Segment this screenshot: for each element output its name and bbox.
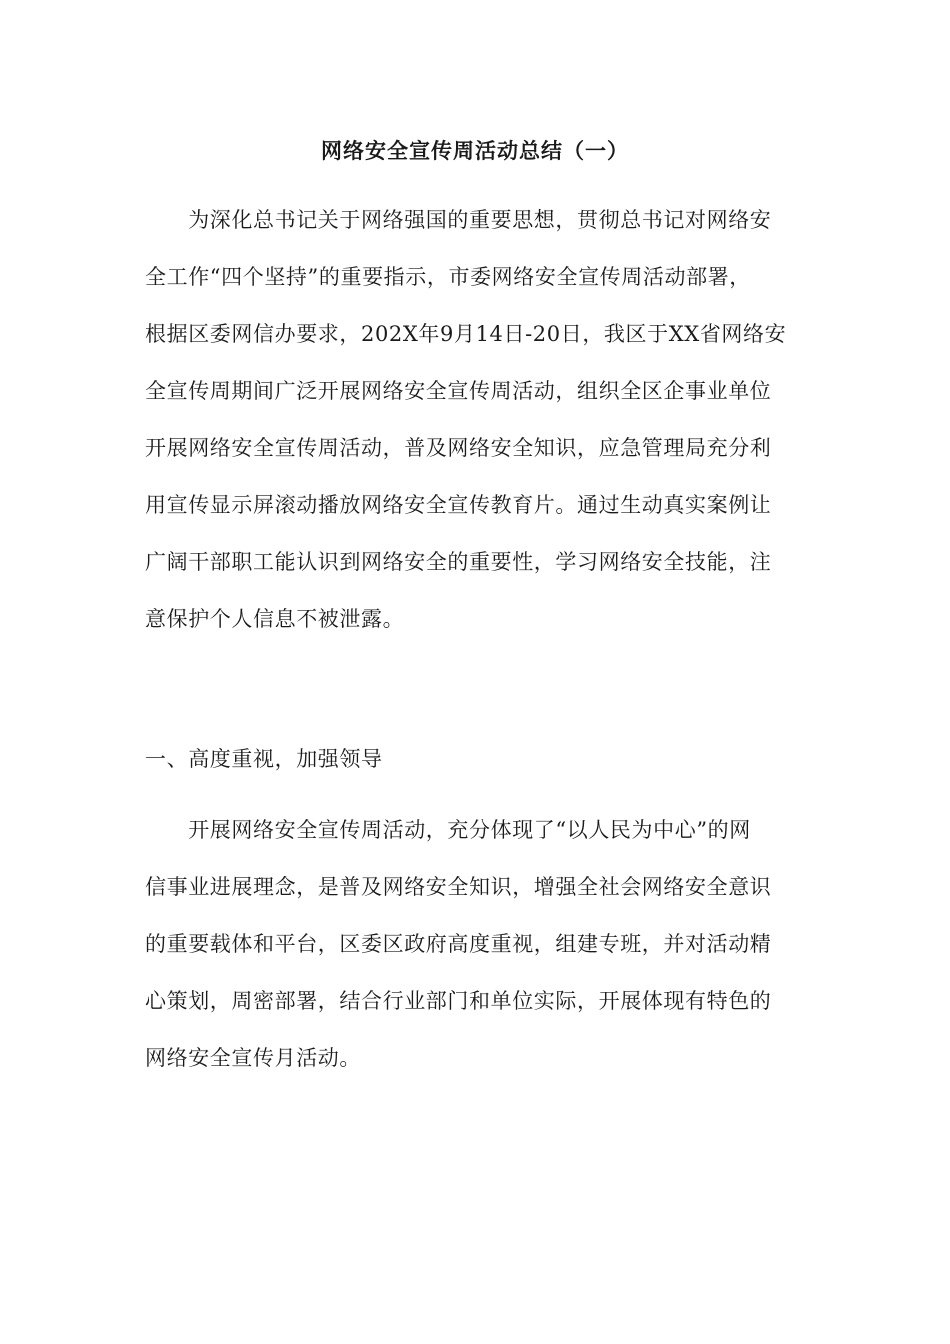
paragraph-2-line-2: 信事业进展理念，是普及网络安全知识，增强全社会网络安全意识: [145, 875, 772, 899]
paragraph-1-line-5: 开展网络安全宣传周活动，普及网络安全知识，应急管理局充分利: [145, 436, 772, 460]
paragraph-1-line-4: 全宣传周期间广泛开展网络安全宣传周活动，组织全区企事业单位: [145, 379, 772, 403]
paragraph-1-line-6: 用宣传显示屏滚动播放网络安全宣传教育片。通过生动真实案例让: [145, 493, 772, 517]
paragraph-1-line-3: 根据区委网信办要求，202X年9月14日-20日，我区于XX省网络安: [145, 322, 787, 346]
paragraph-1-line-8: 意保护个人信息不被泄露。: [145, 607, 405, 631]
section-1-heading: 一、高度重视，加强领导: [145, 747, 383, 771]
paragraph-2-line-5: 网络安全宣传月活动。: [145, 1046, 361, 1070]
paragraph-1-line-1: 为深化总书记关于网络强国的重要思想，贯彻总书记对网络安: [145, 208, 772, 232]
paragraph-2-line-4: 心策划，周密部署，结合行业部门和单位实际，开展体现有特色的: [145, 989, 772, 1013]
paragraph-2-line-1: 开展网络安全宣传周活动，充分体现了“以人民为中心”的网: [145, 818, 751, 842]
paragraph-1-line-2: 全工作“四个坚持”的重要指示，市委网络安全宣传周活动部署，: [145, 265, 751, 289]
paragraph-2-line-3: 的重要载体和平台，区委区政府高度重视，组建专班，并对活动精: [145, 932, 772, 956]
paragraph-1-line-7: 广阔干部职工能认识到网络安全的重要性，学习网络安全技能，注: [145, 550, 772, 574]
document-title: 网络安全宣传周活动总结（一）: [321, 138, 629, 163]
